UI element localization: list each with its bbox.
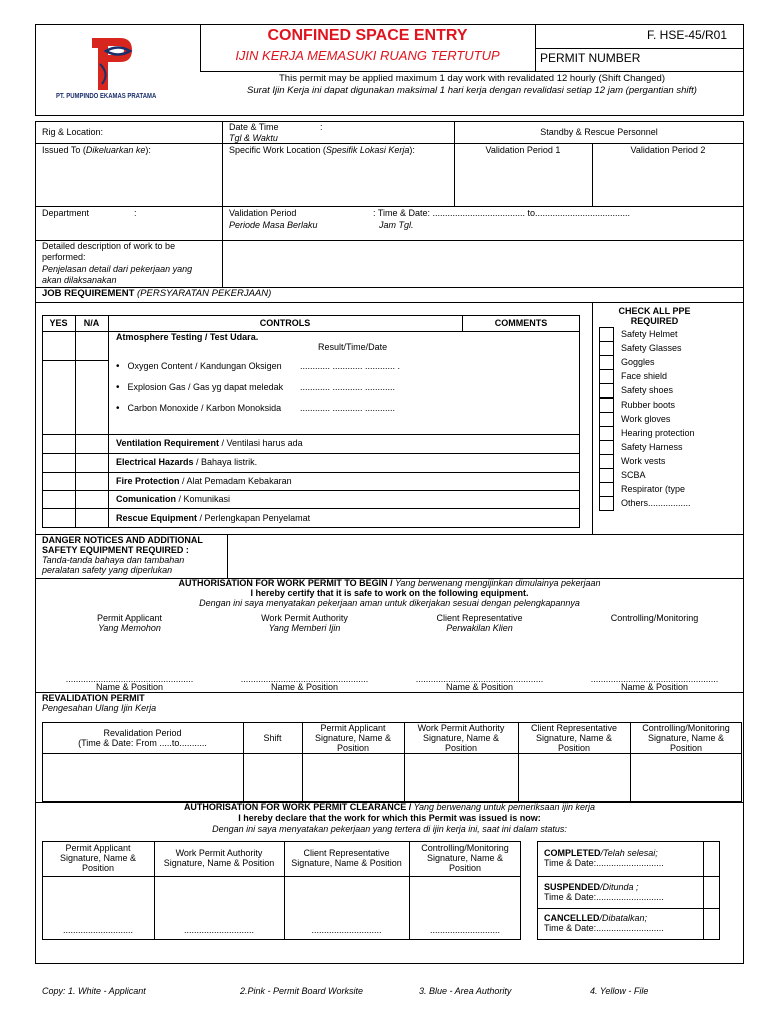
clear-col-client-2: Signature, Name & Position xyxy=(291,858,402,868)
footer-copy-pink: 2.Pink - Permit Board Worksite xyxy=(240,986,364,996)
role-permit-applicant-id: Yang Memohon xyxy=(98,623,161,633)
form-subtitle: IJIN KERJA MEMASUKI RUANG TERTUTUP xyxy=(235,48,500,63)
logo-mark-icon xyxy=(86,34,136,94)
status-completed: COMPLETED/Telah selesai; xyxy=(544,848,658,858)
reval-col-authority: Work Permit Authority xyxy=(417,723,505,733)
role-client-representative-id: Perwakilan Klien xyxy=(446,623,513,633)
col-comments: COMMENTS xyxy=(494,318,548,328)
reval-col-shift: Shift xyxy=(263,733,282,743)
status-suspended: SUSPENDED/Ditunda ; xyxy=(544,882,639,892)
company-logo xyxy=(86,34,136,94)
auth-clearance-title: AUTHORISATION FOR WORK PERMIT CLEARANCE / Yang berwenang untuk pemeriksaan ijin kerja xyxy=(183,802,596,812)
revalidation-title: REVALIDATION PERMIT xyxy=(42,693,145,703)
ppe-item-label: Safety Glasses xyxy=(621,343,682,353)
control-rescue: Rescue Equipment / Perlengkapan Penyelamat xyxy=(116,513,311,523)
permit-note-en: This permit may be applied maximum 1 day work with revalidated 12 hourly (Shift Changed) xyxy=(279,73,665,84)
date-time-label: Date & Time xyxy=(229,122,279,132)
col-na: N/A xyxy=(83,318,100,328)
role-client-representative: Client Representative xyxy=(436,613,523,623)
ppe-item-label: Respirator (type xyxy=(621,484,686,494)
clear-col-applicant-3: Position xyxy=(81,863,115,873)
sign-line-client[interactable]: ................................................... xyxy=(415,674,544,684)
control-communication: Comunication / Komunikasi xyxy=(116,494,231,504)
result-time-date-label: Result/Time/Date xyxy=(318,342,388,352)
sign-line-controlling[interactable]: ................................................... xyxy=(590,674,719,684)
ppe-item-label: Safety shoes xyxy=(621,385,674,395)
ppe-item-label: Rubber boots xyxy=(621,400,676,410)
description-label: Detailed description of work to be xyxy=(42,241,176,251)
danger-notices-title-2: SAFETY EQUIPMENT REQUIRED : xyxy=(42,545,189,555)
permit-number-label: PERMIT NUMBER xyxy=(540,51,641,65)
reval-col-controlling: Controlling/Monitoring xyxy=(642,723,730,733)
status-suspended-time[interactable]: Time & Date:........................... xyxy=(544,892,664,902)
specific-location-label: Specific Work Location (Spesifik Lokasi Kerja): xyxy=(229,145,415,155)
sign-line-authority[interactable]: ................................................... xyxy=(240,674,369,684)
status-cancelled-time[interactable]: Time & Date:........................... xyxy=(544,923,664,933)
clear-col-controlling-2: Signature, Name & xyxy=(426,853,504,863)
reval-col-period-2: (Time & Date: From .....to........... xyxy=(78,738,207,748)
ppe-checkbox[interactable] xyxy=(599,482,614,497)
reval-col-client-2: Signature, Name & xyxy=(535,733,613,743)
reval-col-applicant-3: Position xyxy=(336,743,370,753)
col-yes: YES xyxy=(49,318,68,328)
reval-col-client: Client Representative xyxy=(530,723,618,733)
clear-col-controlling-3: Position xyxy=(448,863,482,873)
standby-rescue-label: Standby & Rescue Personnel xyxy=(540,127,658,137)
form-title: CONFINED SPACE ENTRY xyxy=(267,27,468,44)
revalidation-title-id: Pengesahan Ulang Ijin Kerja xyxy=(42,703,157,713)
ppe-item-label: Safety Harness xyxy=(621,442,683,452)
clear-sign-client[interactable]: ............................ xyxy=(311,925,382,935)
ppe-item-label: Goggles xyxy=(621,357,655,367)
clear-col-authority: Work Permit Authority xyxy=(175,848,263,858)
ppe-checkbox[interactable] xyxy=(599,398,614,413)
reval-col-authority-3: Position xyxy=(444,743,478,753)
reval-col-applicant: Permit Applicant xyxy=(320,723,386,733)
ppe-item-label: Work gloves xyxy=(621,414,671,424)
clear-col-controlling: Controlling/Monitoring xyxy=(421,843,509,853)
footer-copy-yellow: 4. Yellow - File xyxy=(590,986,649,996)
auth-begin-certify: I hereby certify that it is safe to work on the following equipment. xyxy=(250,588,529,598)
role-permit-applicant: Permit Applicant xyxy=(96,613,163,623)
reval-col-applicant-2: Signature, Name & xyxy=(314,733,392,743)
auth-clearance-declare-id: Dengan ini saya menyatakan pekerjaan yang tertera di ijin kerja ini, saat ini dalam status: xyxy=(212,824,567,834)
footer-copy-white: Copy: 1. White - Applicant xyxy=(42,986,146,996)
department-colon: : xyxy=(134,208,137,218)
role-work-permit-authority-id: Yang Memberi Ijin xyxy=(268,623,341,633)
ppe-item-label: Others................. xyxy=(621,498,691,508)
gas-item-explosion: • Explosion Gas / Gas yg dapat meledak xyxy=(116,382,284,393)
role-work-permit-authority: Work Permit Authority xyxy=(261,613,348,623)
reval-col-controlling-2: Signature, Name & xyxy=(647,733,725,743)
date-time-colon: : xyxy=(320,122,323,132)
description-label-2: performed: xyxy=(42,252,86,262)
description-label-id-2: akan dilaksanakan xyxy=(42,275,117,283)
gas-dots-explosion[interactable]: ............ ............ ............ xyxy=(300,382,396,392)
rig-location-label: Rig & Location: xyxy=(42,127,104,137)
danger-notices-title: DANGER NOTICES AND ADDITIONAL xyxy=(42,535,203,545)
tgl-waktu-label: Tgl & Waktu xyxy=(229,133,278,143)
ppe-title: CHECK ALL PPE xyxy=(618,306,691,316)
danger-notices-sub-2: peralatan safety yang diperlukan xyxy=(42,565,173,575)
gas-item-carbon-monoxide: • Carbon Monoxide / Karbon Monoksida xyxy=(116,403,282,414)
ppe-item-label: Safety Helmet xyxy=(621,329,678,339)
validation-period-1-label: Validation Period 1 xyxy=(485,145,561,155)
permit-note-id: Surat Ijin Kerja ini dapat digunakan maksimal 1 hari kerja dengan revalidasi setiap 12 jam (pergantian shift) xyxy=(247,85,697,96)
ppe-checkbox[interactable] xyxy=(599,341,614,356)
ppe-checkbox[interactable] xyxy=(599,426,614,441)
clear-sign-authority[interactable]: ............................ xyxy=(183,925,254,935)
ppe-item-label: Work vests xyxy=(621,456,666,466)
clear-col-applicant-2: Signature, Name & xyxy=(59,853,137,863)
ppe-checkbox[interactable] xyxy=(599,383,614,398)
clear-col-client: Client Representative xyxy=(303,848,390,858)
ppe-checkbox[interactable] xyxy=(599,369,614,384)
col-controls: CONTROLS xyxy=(259,318,311,328)
description-label-id: Penjelasan detail dari pekerjaan yang xyxy=(42,264,193,274)
validation-period-2-label: Validation Period 2 xyxy=(630,145,706,155)
name-position-client: Name & Position xyxy=(445,682,514,692)
ppe-checkbox[interactable] xyxy=(599,468,614,483)
periode-label: Periode Masa Berlaku xyxy=(229,220,318,230)
ppe-item-label: SCBA xyxy=(621,470,646,480)
sign-line-applicant[interactable]: ................................................... xyxy=(65,674,194,684)
control-ventilation: Ventilation Requirement / Ventilasi harus ada xyxy=(116,438,303,448)
reval-col-controlling-3: Position xyxy=(669,743,703,753)
name-position-authority: Name & Position xyxy=(270,682,339,692)
ppe-item-label: Hearing protection xyxy=(621,428,695,438)
department-label: Department xyxy=(42,208,90,218)
auth-begin-certify-id: Dengan ini saya menyatakan pekerjaan aman untuk dikerjakan sesuai dengan pelengkapannya xyxy=(199,598,580,608)
job-requirement-title: JOB REQUIREMENT (PERSYARATAN PEKERJAAN) xyxy=(42,288,272,299)
reval-col-period: Revalidation Period xyxy=(103,728,182,738)
control-electrical: Electrical Hazards / Bahaya listrik. xyxy=(116,457,258,467)
atmosphere-testing-label: Atmosphere Testing / Test Udara. xyxy=(116,332,259,342)
status-cancelled: CANCELLED/Dibatalkan; xyxy=(544,913,648,923)
auth-begin-title: AUTHORISATION FOR WORK PERMIT TO BEGIN / Yang berwenang mengijinkan dimulainya pekerjaan xyxy=(178,578,601,588)
gas-dots-oxygen[interactable]: ............ ............ ............ . xyxy=(300,361,401,371)
reval-col-authority-2: Signature, Name & xyxy=(422,733,500,743)
company-name: PT. PUMPINDO EKAMAS PRATAMA xyxy=(56,93,157,100)
name-position-applicant: Name & Position xyxy=(95,682,164,692)
ppe-checkbox[interactable] xyxy=(599,440,614,455)
clear-sign-controlling[interactable]: ............................ xyxy=(429,925,500,935)
ppe-checkbox[interactable] xyxy=(599,496,614,511)
auth-clearance-declare: I hereby declare that the work for which this Permit was issued is now: xyxy=(238,813,541,823)
name-position-controlling: Name & Position xyxy=(620,682,689,692)
ppe-checkbox[interactable] xyxy=(599,454,614,469)
issued-to-label: Issued To (Dikeluarkan ke): xyxy=(42,145,151,155)
validation-period-label: Validation Period xyxy=(229,208,297,218)
clear-sign-applicant[interactable]: ............................ xyxy=(62,925,133,935)
jam-tgl-label: Jam Tgl. xyxy=(379,220,414,230)
ppe-checkbox[interactable] xyxy=(599,327,614,342)
clear-col-authority-2: Signature, Name & Position xyxy=(163,858,275,868)
status-completed-time[interactable]: Time & Date:........................... xyxy=(544,858,664,868)
gas-dots-carbon-monoxide[interactable]: ............ ............ ............ xyxy=(300,403,396,413)
ppe-item-label: Face shield xyxy=(621,371,668,381)
footer-copy-blue: 3. Blue - Area Authority xyxy=(419,986,512,996)
danger-notices-sub: Tanda-tanda bahaya dan tambahan xyxy=(42,555,185,565)
role-controlling-monitoring: Controlling/Monitoring xyxy=(610,613,699,623)
control-fire: Fire Protection / Alat Pemadam Kebakaran xyxy=(116,476,292,486)
ppe-title-2: REQUIRED xyxy=(630,316,679,326)
time-date-field[interactable]: : Time & Date: ..................................... to...................................... xyxy=(373,208,631,218)
form-code: F. HSE-45/R01 xyxy=(647,28,728,42)
ppe-checkbox[interactable] xyxy=(599,412,614,427)
reval-col-client-3: Position xyxy=(557,743,591,753)
clear-col-applicant: Permit Applicant xyxy=(65,843,131,853)
ppe-checkbox[interactable] xyxy=(599,355,614,370)
gas-item-oxygen: • Oxygen Content / Kandungan Oksigen xyxy=(116,361,282,372)
